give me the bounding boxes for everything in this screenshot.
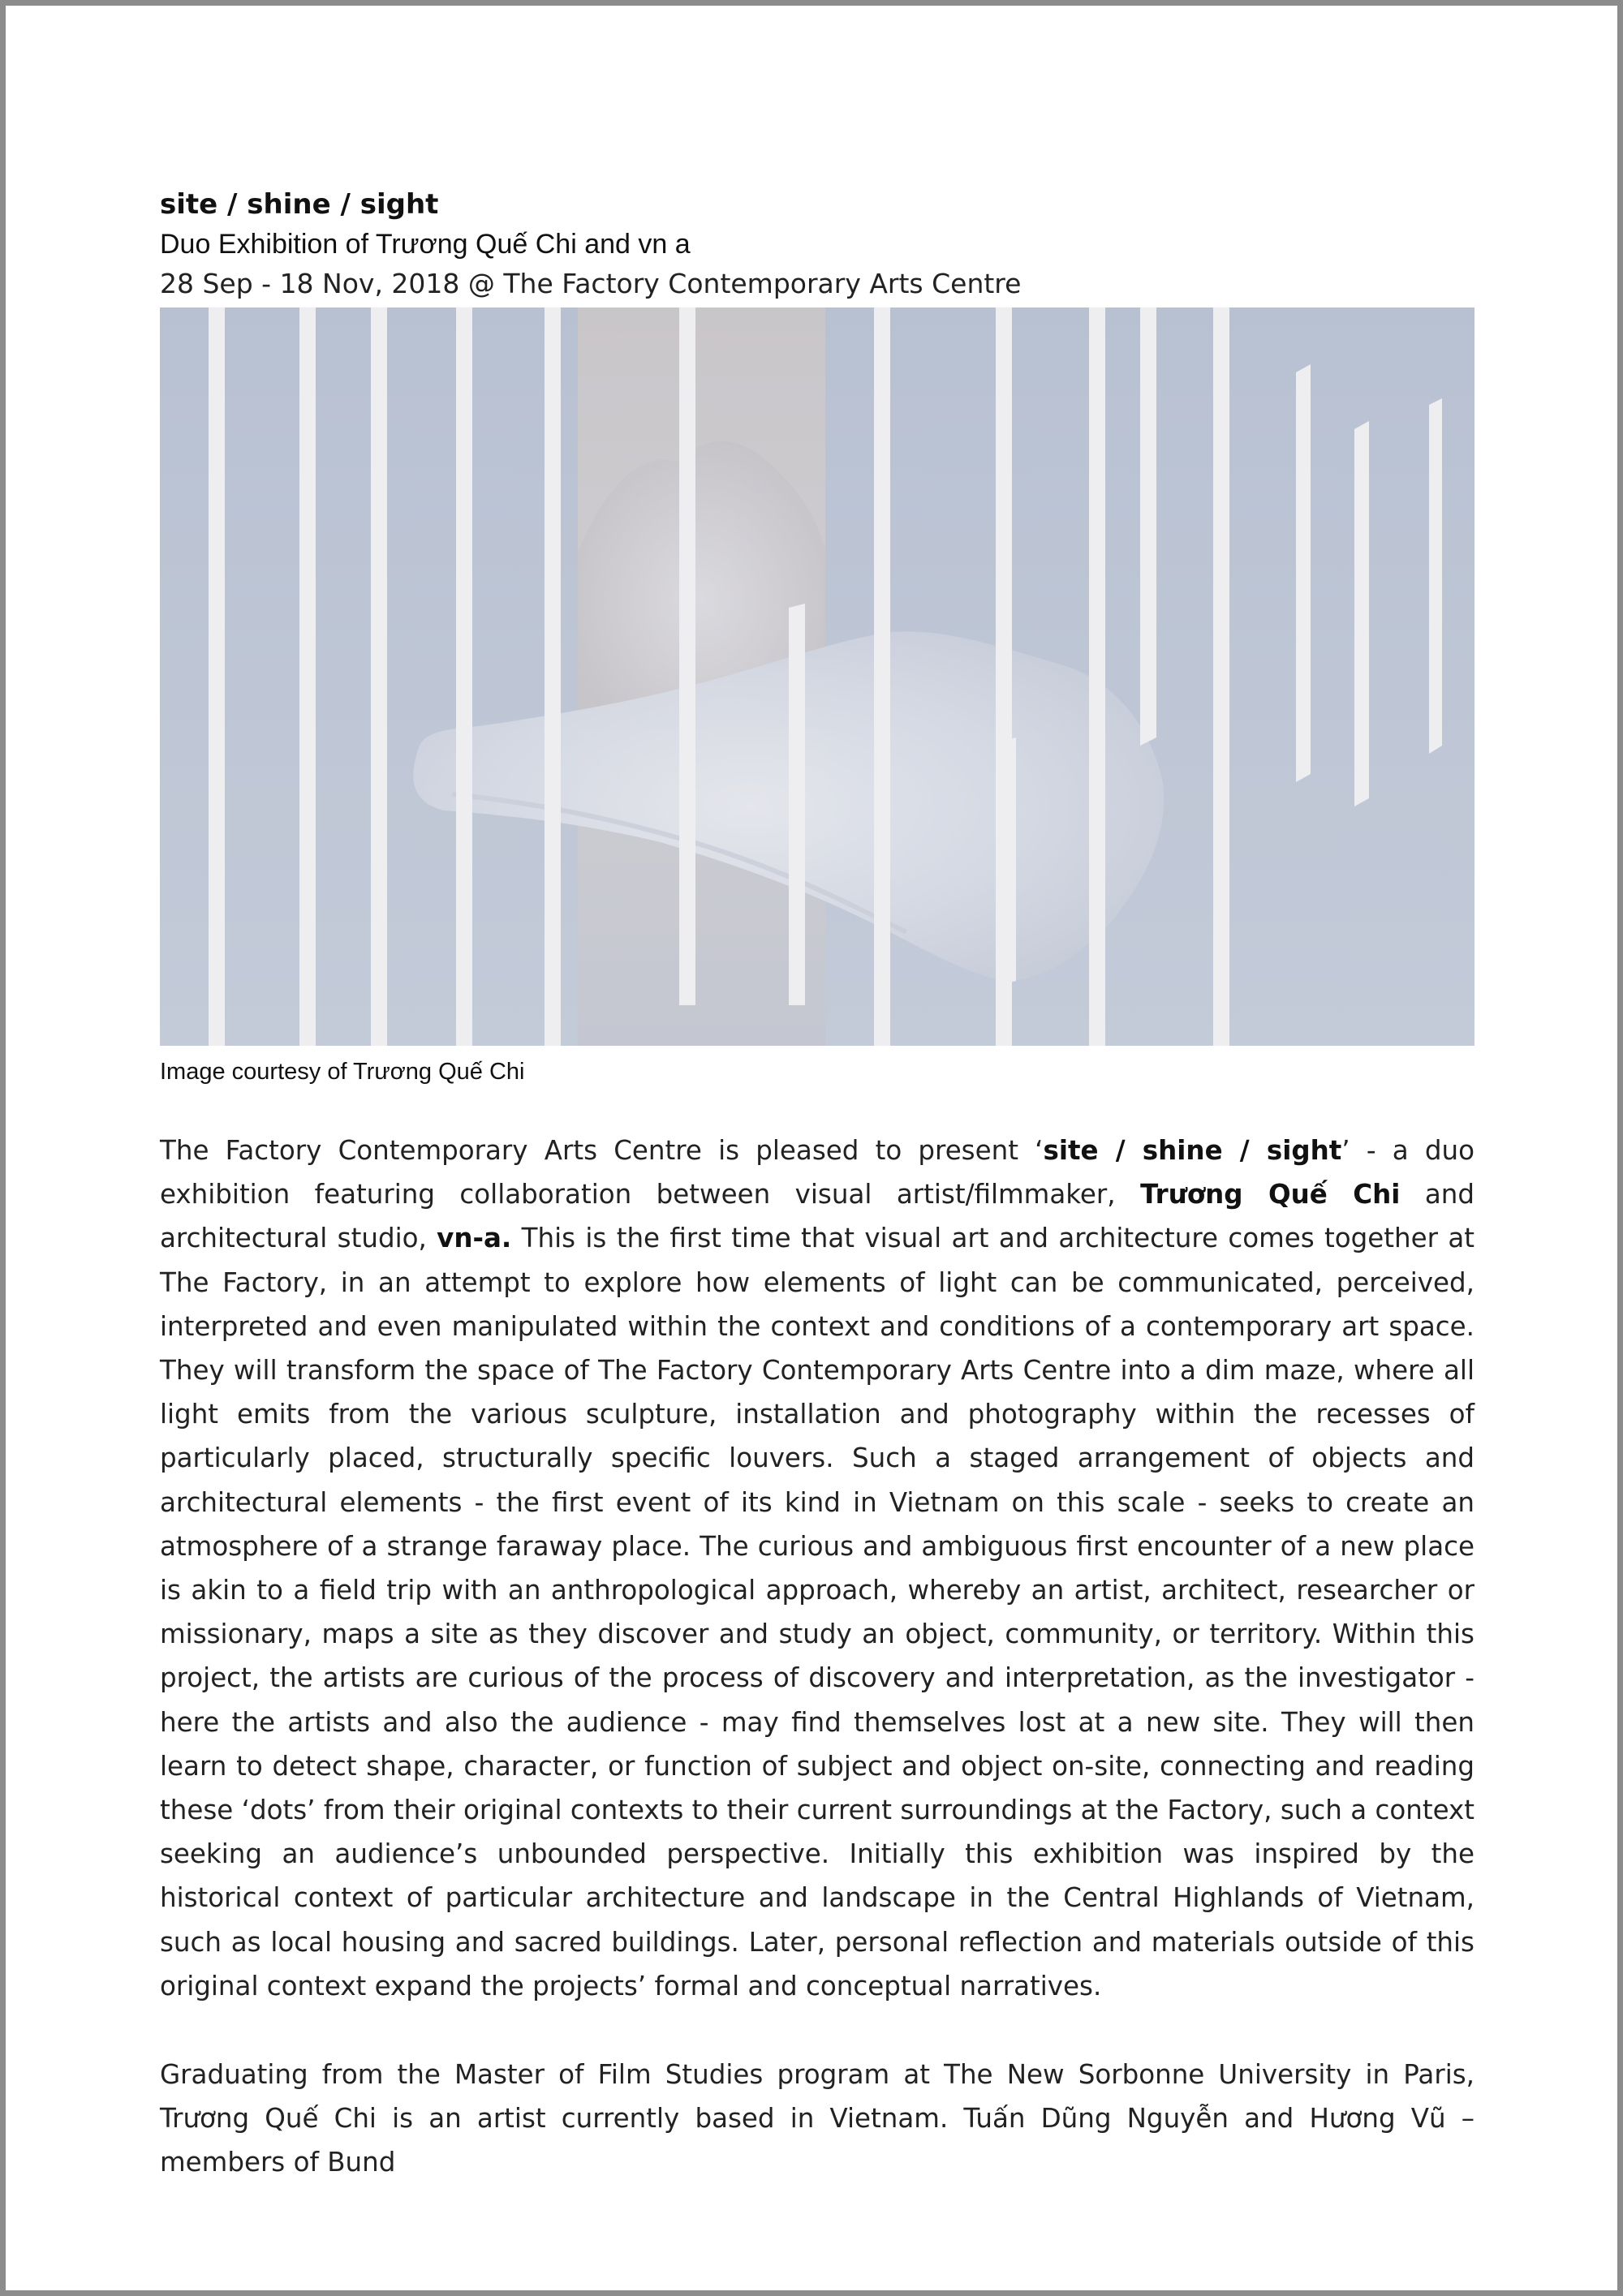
paragraph-text: ’ - a duo exhibition featuring collaboration between visual artist/filmmaker, xyxy=(160,1135,1474,1210)
artist-name-bold: Trương Quế Chi xyxy=(1140,1179,1401,1210)
exhibition-title: site / shine / sight xyxy=(160,188,439,221)
exhibition-name-bold: site / shine / sight xyxy=(1043,1135,1342,1166)
paragraph-text: The Factory Contemporary Arts Centre is pleased to present ‘ xyxy=(160,1135,1044,1166)
document-content xyxy=(160,184,1474,2185)
exhibition-subtitle: Duo Exhibition of Trương Quế Chi and vn a xyxy=(160,229,691,260)
exhibition-image xyxy=(160,307,1474,1046)
image-caption: Image courtesy of Trương Quế Chi xyxy=(160,1059,525,1085)
exhibition-dates: 28 Sep - 18 Nov, 2018 @ The Factory Contemporary Arts Centre xyxy=(160,268,1022,299)
body-paragraph-1 xyxy=(160,1129,1474,2008)
studio-name-bold: vn-a. xyxy=(437,1223,512,1254)
paragraph-text: This is the first time that visual art and architecture comes together at The Factory, in an attempt to explore how elements of light can be communicated, perceived, interpreted and even manipulated within the context and conditions of a contemporary art space. They will transform the space of The Factory Contemporary Arts Centre into a dim maze, where all light emits from the various sculpture, installation and photography within the recesses of particularly placed, structurally specific louvers. Such a staged arrangement of objects and architectural elements - the first event of its kind in Vietnam on this scale - seeks to create an atmosphere of a strange faraway place. The curious and ambiguous first encounter of a new place is akin to a field trip with an anthropological approach, whereby an artist, architect, researcher or missionary, maps a site as they discover and study an object, community, or territory. Within this project, the artists are curious of the process of discovery and interpretation, as the investigator - here the artists and also the audience - may find themselves lost at a new site. They will then learn to detect shape, character, or function of subject and object on-site, connecting and reading these ‘dots’ from their original contexts to their current surroundings at the Factory, such a context seeking an audience’s unbounded perspective. Initially this exhibition was inspired by the historical context of particular architecture and landscape in the Central Highlands of Vietnam, such as local housing and sacred buildings. Later, personal reflection and materials outside of this original context expand the projects’ formal and conceptual narratives. xyxy=(160,1223,1474,2001)
body-paragraph-2: Graduating from the Master of Film Studies program at The New Sorbonne University in Paris, Trương Quế Chi is an artist currently based in Vietnam. Tuấn Dũng Nguyễn and Hương Vũ – members of Bund xyxy=(160,2059,1474,2178)
sculpture-photo xyxy=(160,307,1474,1046)
paragraph-text: and architectural studio, xyxy=(160,1179,1474,1254)
